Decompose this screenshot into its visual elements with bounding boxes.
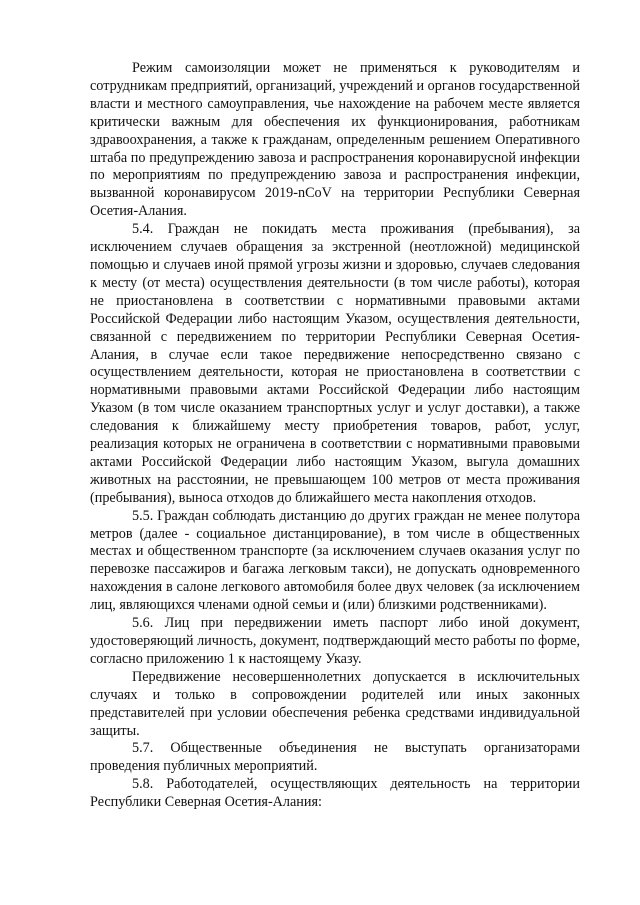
paragraph-self-isolation-exceptions: Режим самоизоляции может не применяться к руководителям и сотрудникам предприятий, организаций, учреждений и органов государственной власти и местного самоуправления, чье нахождение на рабочем месте является критически важным для обеспечения их функционирования, работникам здравоохранения, а также к гражданам, определенным решением Оперативного штаба по предупреждению завоза и распространения коронавирусной инфекции по мероприятиям по предупреждению завоза и распространения инфекции, вызванной коронавирусом 2019-nCoV на территории Республики Северная Осетия-Алания. — [90, 60, 580, 220]
paragraph-5-5: 5.5. Граждан соблюдать дистанцию до других граждан не менее полутора метров (далее - социальное дистанцирование), в том числе в общественных местах и общественном транспорте (за исключением случаев оказания услуг по перевозке пассажиров и багажа легковым такси), не допускать одновременного нахождения в салоне легкового автомобиля более двух человек (за исключением лиц, являющихся членами одной семьи и (или) близкими родственниками). — [90, 507, 580, 614]
paragraph-5-8: 5.8. Работодателей, осуществляющих деятельность на территории Республики Северная Осетия-Алания: — [90, 776, 580, 811]
paragraph-5-7: 5.7. Общественные объединения не выступать организаторами проведения публичных мероприятий. — [90, 740, 580, 775]
document-body — [90, 60, 580, 812]
paragraph-5-4: 5.4. Граждан не покидать места проживания (пребывания), за исключением случаев обращения за экстренной (неотложной) медицинской помощью и случаев иной прямой угрозы жизни и здоровью, случаев следования к месту (от места) осуществления деятельности (в том числе работы), которая не приостановлена в соответствии с нормативными правовыми актами Российской Федерации либо настоящим Указом, осуществления деятельности, связанной с передвижением по территории Республики Северная Осетия-Алания, в случае если такое передвижение непосредственно связано с осуществлением деятельности, которая не приостановлена в соответствии с нормативными правовыми актами Российской Федерации либо настоящим Указом (в том числе оказанием транспортных услуг и услуг доставки), а также следования к ближайшему месту приобретения товаров, работ, услуг, реализация которых не ограничена в соответствии с нормативными правовыми актами Российской Федерации либо настоящим Указом, выгула домашних животных на расстоянии, не превышающем 100 метров от места проживания (пребывания), выноса отходов до ближайшего места накопления отходов. — [90, 221, 580, 506]
paragraph-minors-movement: Передвижение несовершеннолетних допускается в исключительных случаях и только в сопровождении родителей или иных законных представителей при условии обеспечения ребенка средствами индивидуальной защиты. — [90, 668, 580, 739]
paragraph-5-6: 5.6. Лиц при передвижении иметь паспорт либо иной документ, удостоверяющий личность, документ, подтверждающий место работы по форме, согласно приложению 1 к настоящему Указу. — [90, 615, 580, 667]
